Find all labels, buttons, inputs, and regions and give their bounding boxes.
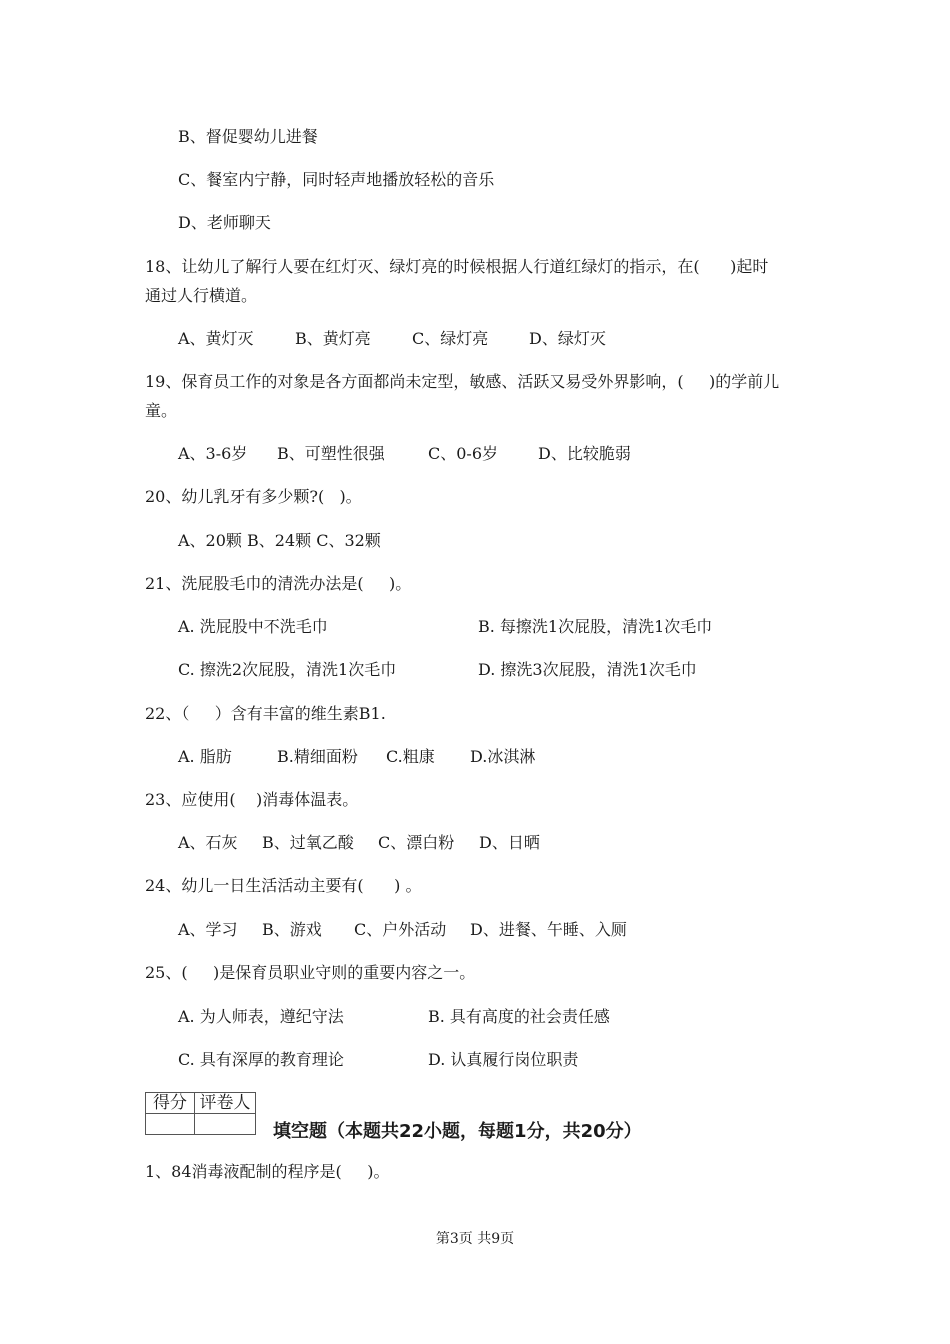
q21-stem: 21、洗屁股毛巾的清洗办法是( )。 — [145, 574, 412, 593]
q25-option-c: C. 具有深厚的教育理论 — [178, 1050, 344, 1069]
q18-option-c: C、绿灯亮 — [412, 329, 489, 348]
q19-option-b: B、可塑性很强 — [277, 444, 385, 463]
score-header: 得分 — [146, 1093, 195, 1114]
q25-option-d: D. 认真履行岗位职责 — [428, 1050, 579, 1069]
q17-option-d: D、老师聊天 — [178, 213, 271, 232]
q21-option-c: C. 擦洗2次屁股，清洗1次毛巾 — [178, 660, 397, 679]
q24-option-a: A、学习 — [178, 920, 238, 939]
page-footer: 第3页 共9页 — [435, 1231, 515, 1247]
q17-option-b: B、督促婴幼儿进餐 — [178, 127, 318, 146]
q24-option-d: D、进餐、午睡、入厕 — [470, 920, 627, 939]
score-table — [145, 1092, 256, 1135]
q22-option-a: A. 脂肪 — [178, 747, 232, 766]
q18-option-d: D、绿灯灭 — [529, 329, 606, 348]
q20-options: A、20颗 B、24颗 C、32颗 — [178, 531, 381, 550]
q22-option-b: B.精细面粉 — [277, 747, 358, 766]
q22-option-c: C.粗康 — [386, 747, 435, 766]
q25-option-b: B. 具有高度的社会责任感 — [428, 1007, 610, 1026]
score-cell[interactable] — [146, 1114, 195, 1135]
q23-stem: 23、应使用( )消毒体温表。 — [145, 790, 359, 809]
q22-option-d: D.冰淇淋 — [470, 747, 536, 766]
q21-option-b: B. 每擦洗1次屁股，清洗1次毛巾 — [478, 617, 713, 636]
q23-option-a: A、石灰 — [178, 833, 238, 852]
q21-option-a: A. 洗屁股中不洗毛巾 — [178, 617, 328, 636]
q25-stem: 25、( )是保育员职业守则的重要内容之一。 — [145, 963, 476, 982]
q23-option-c: C、漂白粉 — [378, 833, 455, 852]
q25-option-a: A. 为人师表，遵纪守法 — [178, 1007, 344, 1026]
q18-option-a: A、黄灯灭 — [178, 329, 254, 348]
q24-stem: 24、幼儿一日生活活动主要有( ) 。 — [145, 876, 422, 895]
grader-header: 评卷人 — [195, 1093, 256, 1114]
q19-option-c: C、0-6岁 — [428, 444, 499, 463]
q24-option-c: C、户外活动 — [354, 920, 447, 939]
q23-option-d: D、日晒 — [479, 833, 540, 852]
q18-option-b: B、黄灯亮 — [295, 329, 371, 348]
q17-option-c: C、餐室内宁静，同时轻声地播放轻松的音乐 — [178, 170, 495, 189]
q20-stem: 20、幼儿乳牙有多少颗?( )。 — [145, 487, 362, 506]
q18-stem-line2: 通过人行横道。 — [145, 286, 258, 305]
q23-option-b: B、过氧乙酸 — [262, 833, 354, 852]
q21-option-d: D. 擦洗3次屁股，清洗1次毛巾 — [478, 660, 697, 679]
q22-stem: 22、（ ）含有丰富的维生素B1. — [145, 704, 386, 723]
grader-cell[interactable] — [195, 1114, 256, 1135]
q18-stem-line1: 18、让幼儿了解行人要在红灯灭、绿灯亮的时候根据人行道红绿灯的指示，在( )起时 — [145, 257, 769, 276]
q24-option-b: B、游戏 — [262, 920, 322, 939]
q19-stem-line2: 童。 — [145, 401, 178, 420]
section-title: 填空题（本题共22小题，每题1分，共20分） — [273, 1121, 642, 1142]
q19-option-d: D、比较脆弱 — [538, 444, 631, 463]
q19-stem-line1: 19、保育员工作的对象是各方面都尚未定型，敏感、活跃又易受外界影响，( )的学前儿 — [145, 372, 780, 391]
fill-question-1: 1、84消毒液配制的程序是( )。 — [145, 1162, 390, 1181]
q19-option-a: A、3-6岁 — [178, 444, 248, 463]
